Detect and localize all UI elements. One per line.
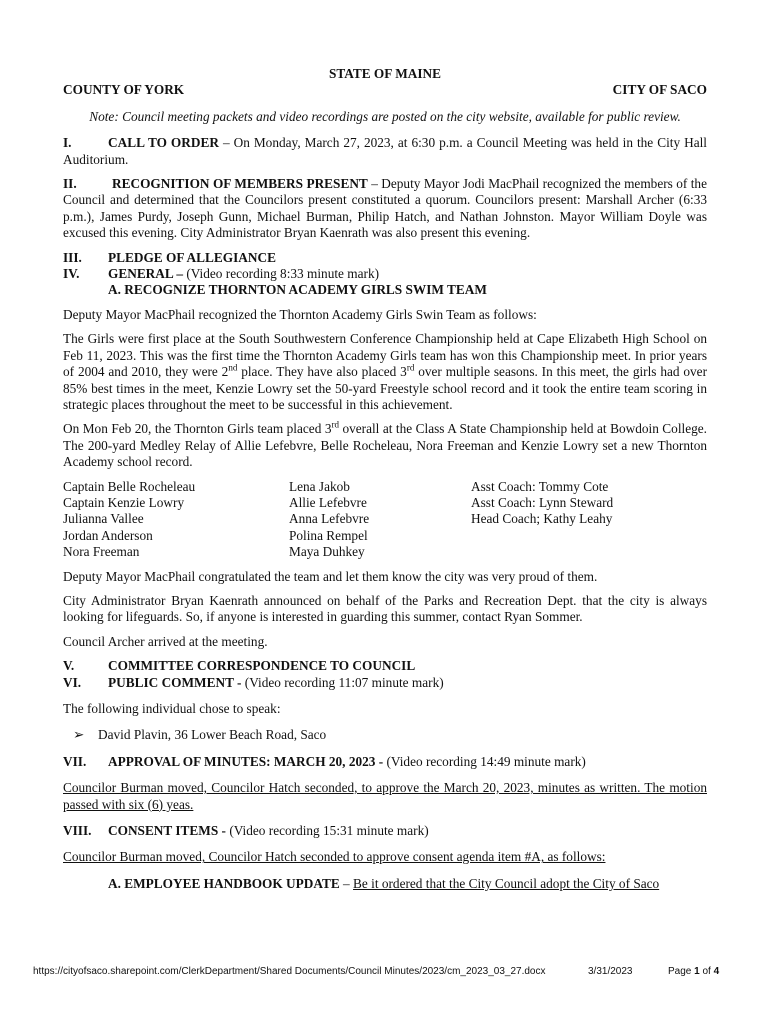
website-note: Note: Council meeting packets and video recordings are posted on the city website, available for public review. (89, 108, 681, 124)
section-title: APPROVAL OF MINUTES: MARCH 20, 2023 - (108, 753, 387, 769)
consent-item-handbook: A. EMPLOYEE HANDBOOK UPDATE – Be it ordered that the City Council adopt the City of Saco (108, 875, 660, 891)
city-heading: CITY OF SACO (612, 82, 707, 98)
roster-column-coaches (471, 479, 613, 561)
coach-name: Head Coach; Kathy Leahy (471, 511, 613, 527)
arrow-bullet-icon: ➢ (73, 727, 85, 743)
coach-name: Asst Coach: Lynn Steward (471, 494, 614, 510)
paragraph-congratulated: Deputy Mayor MacPhail congratulated the team and let them know the city was very proud of them. (63, 568, 598, 584)
roster-name: Maya Duhkey (289, 544, 365, 560)
team-roster (63, 479, 707, 561)
section-number: III. (63, 249, 82, 265)
section-number: V. (63, 658, 75, 674)
page-footer (33, 964, 733, 980)
section-number: VIII. (63, 823, 92, 839)
county-heading: COUNTY OF YORK (63, 82, 185, 98)
section-text: – On Monday, March 27, 2023, at 6:30 p.m. a Council Meeting was held in the City Hall Auditorium. (63, 135, 707, 167)
footer-date: 3/31/2023 (588, 966, 633, 977)
section-number: IV. (63, 266, 80, 282)
paragraph-recognized: Deputy Mayor MacPhail recognized the Thornton Academy Girls Swin Team as follows: (63, 306, 537, 322)
paragraph-state-championship: On Mon Feb 20, the Thornton Girls team placed 3rd overall at the Class A State Championship held at Bowdoin College. The 200-yard Medley Relay of Allie Lefebvre, Belle Rocheleau, Nora Freeman and Kenzie Lowry set a new Thornton Academy school record. (63, 419, 707, 470)
roster-name: Anna Lefebvre (289, 511, 370, 527)
roster-name: Polina Rempel (289, 527, 368, 543)
consent-item-text: Be it ordered that the City Council adopt the City of Saco (353, 875, 660, 891)
section-members-present (63, 176, 707, 242)
roster-name: Jordan Anderson (63, 527, 153, 543)
section-pledge (63, 250, 707, 266)
roster-column-1 (63, 479, 289, 561)
paragraph-consent-motion: Councilor Burman moved, Councilor Hatch seconded to approve consent agenda item #A, as follows: (63, 849, 606, 865)
footer-page-number: Page 1 of 4 (668, 966, 720, 977)
coach-name: Asst Coach: Tommy Cote (471, 478, 609, 494)
speaker-list-item (63, 727, 707, 743)
section-call-to-order (63, 135, 707, 168)
section-text: – Deputy Mayor Jodi MacPhail recognized the members of the Council and determined that the Councilors present constituted a quorum. Councilors present: Marshall Archer (6:33 p.m.), James Purdy, Joseph Gunn, Michael Burman, Philip Hatch, and Nathan Johnston. Mayor William Doyle was excused this evening. City Administrator Bryan Kaenrath was also present this evening. (63, 176, 707, 241)
roster-name: Captain Kenzie Lowry (63, 494, 185, 510)
roster-name: Allie Lefebvre (289, 494, 367, 510)
subsection-swim-team: A. RECOGNIZE THORNTON ACADEMY GIRLS SWIM TEAM (108, 282, 487, 298)
roster-name: Julianna Vallee (63, 511, 144, 527)
paragraph-first-place: The Girls were first place at the South Southwestern Conference Championship held at Cape Elizabeth High School on Feb 11, 2023. This was the first time the Thornton Academy Girls team has won this Championship meet. In prior years of 2004 and 2010, they were 2nd place. They have also placed 3rd over multiple seasons. In this meet, the girls had over 85% best times in the meet, Kenzie Lowry set the 50-yard Freestyle school record and it took the entire team scoring in strategic places throughout the meet to be successful in this achievement. (63, 331, 708, 412)
section-title: COMMITTEE CORRESPONDENCE TO COUNCIL (108, 658, 416, 674)
section-number: VI. (63, 674, 82, 690)
section-number: II. (63, 176, 77, 192)
section-correspondence (63, 658, 707, 674)
footer-file-path: https://cityofsaco.sharepoint.com/ClerkDepartment/Shared Documents/Council Minutes/2023/cm_2023_03_27.docx (33, 966, 546, 977)
section-text: (Video recording 15:31 minute mark) (229, 823, 429, 839)
paragraph-minutes-motion: Councilor Burman moved, Councilor Hatch seconded, to approve the March 20, 2023, minutes as written. The motion passed with six (6) yeas. (63, 780, 707, 812)
section-public-comment (63, 675, 707, 691)
state-heading: STATE OF MAINE (328, 66, 442, 81)
roster-name: Lena Jakob (289, 478, 350, 494)
paragraph-chose-to-speak: The following individual chose to speak: (63, 701, 281, 716)
section-consent-items (63, 823, 707, 839)
section-number: VII. (63, 753, 87, 769)
section-title: PLEDGE OF ALLEGIANCE (108, 249, 276, 265)
section-title: PUBLIC COMMENT - (108, 674, 245, 690)
roster-name: Nora Freeman (63, 544, 140, 560)
section-text: (Video recording 11:07 minute mark) (244, 674, 444, 690)
paragraph-archer-arrived: Council Archer arrived at the meeting. (63, 633, 268, 649)
speaker-name: David Plavin, 36 Lower Beach Road, Saco (98, 727, 327, 743)
section-text: (Video recording 8:33 minute mark) (186, 266, 380, 282)
section-title: CONSENT ITEMS - (108, 823, 230, 839)
section-title: RECOGNITION OF MEMBERS PRESENT (112, 176, 368, 192)
paragraph-lifeguards: City Administrator Bryan Kaenrath announced on behalf of the Parks and Recreation Dept. that the city is always looking for lifeguards. So, if anyone is interested in guarding this summer, contact Ryan Sommer. (63, 592, 707, 625)
section-title: GENERAL – (108, 266, 187, 282)
section-general (63, 266, 707, 282)
roster-column-2 (289, 479, 471, 561)
consent-item-title: A. EMPLOYEE HANDBOOK UPDATE (108, 875, 340, 891)
section-number: I. (63, 135, 72, 151)
roster-name: Captain Belle Rocheleau (63, 478, 196, 494)
document-page (63, 66, 707, 892)
section-text: (Video recording 14:49 minute mark) (386, 753, 586, 769)
section-title: CALL TO ORDER (108, 135, 219, 151)
county-city-row (63, 82, 707, 98)
section-approval-minutes (63, 754, 707, 770)
